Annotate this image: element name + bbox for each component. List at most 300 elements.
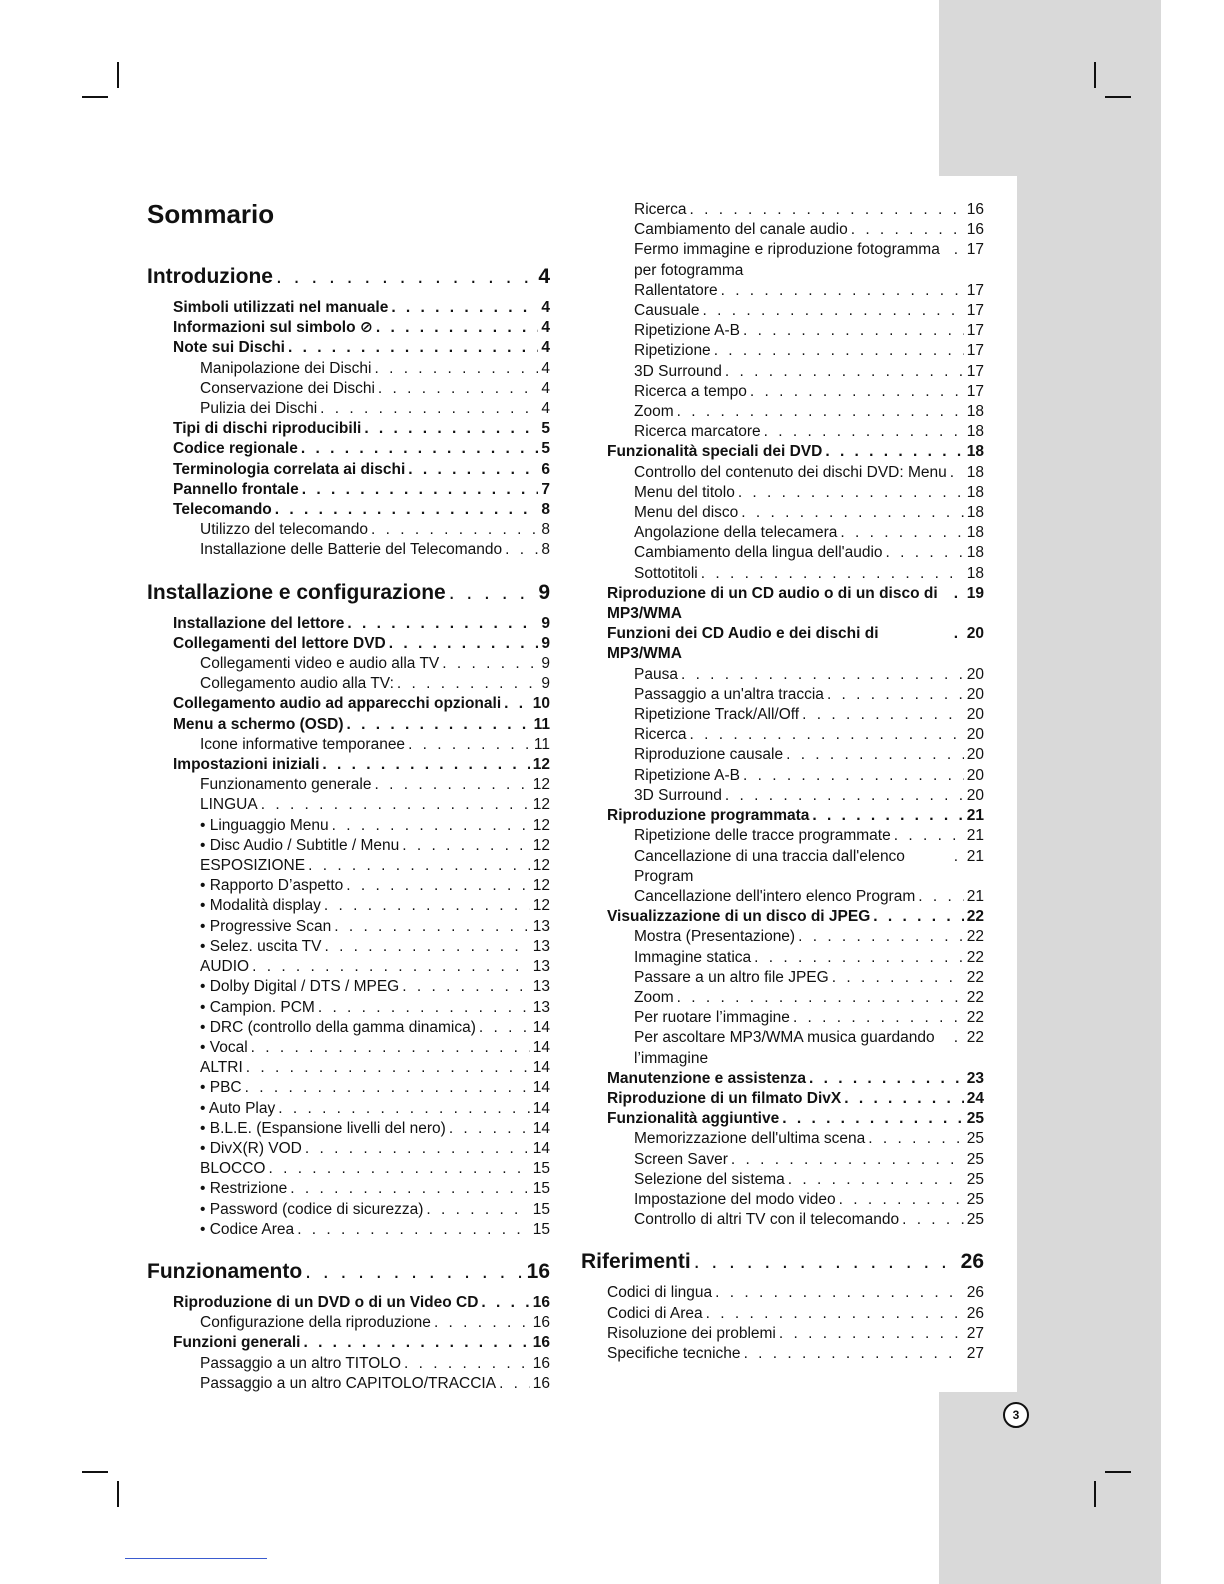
toc-entry[interactable] — [581, 887, 984, 907]
toc-entry-page: 4 — [541, 319, 550, 337]
toc-section[interactable] — [147, 1257, 550, 1287]
dot-leader — [851, 220, 964, 240]
toc-entry-title: Terminologia correlata ai dischi — [173, 460, 406, 478]
toc-entry[interactable] — [147, 896, 550, 916]
toc-entry-page: 14 — [532, 1059, 550, 1077]
toc-entry-page: 20 — [966, 766, 984, 784]
toc-entry-title: • Auto Play — [200, 1099, 276, 1117]
toc-entry[interactable] — [581, 1190, 984, 1210]
toc-entry-page: 20 — [966, 726, 984, 744]
toc-entry[interactable] — [581, 543, 984, 563]
toc-entry-page: 19 — [966, 584, 984, 602]
toc-entry[interactable] — [147, 500, 550, 520]
toc-entry-title: • Dolby Digital / DTS / MPEG — [200, 978, 400, 996]
toc-entry[interactable] — [581, 1283, 984, 1303]
toc-entry-page: 13 — [532, 917, 550, 935]
crop-mark — [82, 1471, 108, 1473]
toc-entry-page: 17 — [966, 281, 984, 299]
toc-entry[interactable] — [581, 1150, 984, 1170]
toc-entry-page: 15 — [532, 1200, 550, 1218]
toc-entry-title: Cambiamento della lingua dell'audio — [634, 544, 883, 562]
dot-leader — [378, 379, 538, 399]
toc-entry-page: 25 — [966, 1211, 984, 1229]
toc-entry[interactable] — [581, 1069, 984, 1089]
toc-entry-title: ESPOSIZIONE — [200, 857, 306, 875]
toc-entry[interactable] — [581, 220, 984, 240]
toc-entry-title: Rallentatore — [634, 281, 718, 299]
dot-leader — [442, 654, 538, 674]
toc-entry-page: 15 — [532, 1180, 550, 1198]
dot-leader — [481, 1293, 529, 1313]
toc-entry-page: 25 — [966, 1130, 984, 1148]
toc-entry[interactable] — [581, 301, 984, 321]
toc-entry[interactable] — [581, 988, 984, 1008]
toc-entry-title: Manipolazione dei Dischi — [200, 359, 372, 377]
toc-entry[interactable] — [581, 240, 984, 280]
toc-entry-page: 10 — [532, 695, 550, 713]
toc-entry-page: 14 — [532, 1018, 550, 1036]
toc-entry-page: 17 — [966, 241, 984, 259]
toc-entry-title: Controllo del contenuto dei dischi DVD: Menu — [634, 463, 947, 481]
dot-leader — [832, 968, 964, 988]
toc-entry[interactable] — [581, 1170, 984, 1190]
toc-entry[interactable] — [147, 735, 550, 755]
toc-entry-page: 27 — [966, 1324, 984, 1342]
toc-section[interactable] — [147, 262, 550, 292]
toc-entry-title: Installazione delle Batterie del Telecomando — [200, 541, 503, 559]
dot-leader — [677, 402, 964, 422]
toc-entry-title: • Selez. uscita TV — [200, 937, 322, 955]
dot-leader — [449, 578, 536, 608]
gray-band-top — [939, 0, 1161, 176]
toc-entry-title: Menu a schermo (OSD) — [173, 715, 344, 733]
toc-entry-page: 8 — [541, 521, 550, 539]
toc-entry[interactable] — [147, 674, 550, 694]
toc-entry-page: 11 — [533, 715, 550, 733]
toc-entry[interactable] — [581, 745, 984, 765]
toc-entry-title: Manutenzione e assistenza — [607, 1069, 806, 1087]
toc-entry[interactable] — [147, 480, 550, 500]
toc-entry-title: Riproduzione programmata — [607, 807, 810, 825]
toc-entry[interactable] — [147, 439, 550, 459]
toc-entry[interactable] — [147, 460, 550, 480]
toc-entry[interactable] — [581, 463, 984, 483]
toc-entry-page: 18 — [966, 504, 984, 522]
toc-entry-title: Riproduzione di un CD audio o di un disco di MP3/WMA — [607, 584, 938, 623]
toc-entry-title: Ripetizione Track/All/Off — [634, 706, 800, 724]
toc-entry[interactable] — [147, 1159, 550, 1179]
dot-leader — [434, 1313, 530, 1333]
crop-mark — [82, 96, 108, 98]
toc-entry[interactable] — [581, 847, 984, 887]
toc-entry-title: Cancellazione dell'intero elenco Program — [634, 887, 916, 905]
toc-entry[interactable] — [147, 1313, 550, 1333]
toc-entry-title: • DRC (controllo della gamma dinamica) — [200, 1018, 476, 1036]
toc-entry-title: Screen Saver — [634, 1150, 728, 1168]
toc-entry-title: Funzionamento — [147, 1259, 303, 1283]
toc-entry-title: Collegamento audio ad apparecchi opzionali — [173, 695, 502, 713]
toc-entry[interactable] — [147, 917, 550, 937]
toc-entry-title: Icone informative temporanee — [200, 735, 406, 753]
dot-leader — [322, 755, 529, 775]
dot-leader — [779, 1324, 964, 1344]
toc-entry-title: Codici di Area — [607, 1304, 703, 1322]
dot-leader — [744, 1344, 964, 1364]
toc-entry[interactable] — [147, 520, 550, 540]
toc-entry[interactable] — [581, 483, 984, 503]
dot-leader — [798, 927, 964, 947]
toc-entry-page: 21 — [966, 887, 984, 905]
toc-entry-title: Risoluzione dei problemi — [607, 1324, 776, 1342]
toc-entry-title: Telecomando — [173, 501, 272, 519]
dot-leader — [839, 1190, 964, 1210]
toc-entry-title: Causuale — [634, 302, 700, 320]
toc-entry[interactable] — [581, 1028, 984, 1068]
dot-leader — [954, 847, 964, 867]
dot-leader — [324, 937, 529, 957]
toc-entry-title: • Linguaggio Menu — [200, 816, 329, 834]
toc-entry-page: 17 — [966, 362, 984, 380]
toc-entry[interactable] — [147, 1119, 550, 1139]
toc-entry-page: 16 — [532, 1354, 550, 1372]
toc-section[interactable] — [147, 578, 550, 608]
toc-entry[interactable] — [581, 786, 984, 806]
toc-entry-title: Selezione del sistema — [634, 1170, 785, 1188]
toc-entry[interactable] — [147, 856, 550, 876]
toc-entry-title: Fermo immagine e riproduzione fotogramma per fotogramma — [634, 241, 940, 279]
toc-entry[interactable] — [581, 1304, 984, 1324]
crop-mark — [1094, 62, 1096, 88]
toc-entry[interactable] — [581, 685, 984, 705]
toc-entry[interactable] — [147, 1220, 550, 1240]
toc-entry[interactable] — [581, 1008, 984, 1028]
toc-entry-title: Riproduzione causale — [634, 746, 784, 764]
dot-leader — [301, 439, 538, 459]
dot-leader — [408, 460, 538, 480]
dot-leader — [376, 318, 539, 338]
toc-entry[interactable] — [147, 1139, 550, 1159]
toc-entry-page: 9 — [541, 634, 550, 652]
toc-entry[interactable] — [147, 876, 550, 896]
toc-entry[interactable] — [581, 968, 984, 988]
toc-entry[interactable] — [147, 775, 550, 795]
dot-leader — [275, 500, 539, 520]
toc-entry[interactable] — [581, 200, 984, 220]
gray-band-side — [1017, 176, 1161, 1392]
toc-entry-title: Zoom — [634, 403, 674, 421]
toc-entry[interactable] — [147, 816, 550, 836]
dot-leader — [703, 301, 964, 321]
toc-entry-title: Per ruotare l’immagine — [634, 1009, 790, 1027]
toc-entry[interactable] — [147, 1078, 550, 1098]
dot-leader — [750, 382, 964, 402]
toc-entry-title: Memorizzazione dell'ultima scena — [634, 1130, 866, 1148]
dot-leader — [741, 503, 963, 523]
toc-right-column — [581, 200, 984, 1364]
toc-entry-page: 25 — [966, 1110, 984, 1128]
toc-entry[interactable] — [147, 634, 550, 654]
toc-entry-page: 20 — [966, 746, 984, 764]
toc-entry-title: Passaggio a un altro TITOLO — [200, 1354, 402, 1372]
toc-entry[interactable] — [581, 564, 984, 584]
toc-entry-page: 13 — [532, 978, 550, 996]
toc-entry[interactable] — [147, 1333, 550, 1353]
toc-entry[interactable] — [147, 755, 550, 775]
toc-entry-page: 12 — [532, 756, 550, 774]
toc-entry[interactable] — [147, 1354, 550, 1374]
toc-entry-page: 22 — [966, 948, 984, 966]
toc-entry-page: 11 — [533, 735, 550, 753]
toc-entry-title: Installazione del lettore — [173, 614, 345, 632]
dot-leader — [505, 540, 538, 560]
toc-entry-page: 17 — [966, 382, 984, 400]
toc-entry[interactable] — [147, 957, 550, 977]
toc-entry[interactable] — [147, 1018, 550, 1038]
toc-entry[interactable] — [581, 1210, 984, 1230]
dot-leader — [868, 1129, 963, 1149]
dot-leader — [371, 520, 538, 540]
toc-entry-title: Cambiamento del canale audio — [634, 221, 848, 239]
toc-entry[interactable] — [147, 1038, 550, 1058]
toc-entry[interactable] — [147, 937, 550, 957]
toc-entry[interactable] — [581, 624, 984, 664]
toc-entry[interactable] — [147, 1293, 550, 1313]
crop-mark — [1094, 1481, 1096, 1507]
toc-entry-page: 13 — [532, 998, 550, 1016]
dot-leader — [320, 399, 538, 419]
toc-entry-page: 20 — [966, 665, 984, 683]
dot-leader — [252, 957, 530, 977]
dot-leader — [245, 1078, 530, 1098]
toc-entry[interactable] — [581, 1324, 984, 1344]
toc-entry-page: 16 — [532, 1314, 550, 1332]
toc-entry[interactable] — [581, 1129, 984, 1149]
toc-entry[interactable] — [581, 665, 984, 685]
dot-leader — [731, 1150, 964, 1170]
toc-entry-page: 21 — [966, 827, 984, 845]
toc-entry[interactable] — [147, 359, 550, 379]
section-spacer — [147, 1240, 550, 1257]
toc-entry[interactable] — [581, 503, 984, 523]
toc-entry[interactable] — [581, 725, 984, 745]
toc-entry-title: • B.L.E. (Espansione livelli del nero) — [200, 1119, 446, 1137]
toc-entry-title: BLOCCO — [200, 1160, 266, 1178]
toc-entry-page: 18 — [966, 483, 984, 501]
toc-entry-page: 17 — [966, 342, 984, 360]
dot-leader — [308, 856, 530, 876]
dot-leader — [844, 1089, 964, 1109]
toc-entry-title: Mostra (Presentazione) — [634, 928, 796, 946]
gray-band-bottom — [939, 1392, 1161, 1584]
toc-entry[interactable] — [147, 399, 550, 419]
toc-entry-title: Tipi di dischi riproducibili — [173, 420, 362, 438]
dot-leader — [677, 988, 964, 1008]
toc-entry-page: 8 — [541, 501, 550, 519]
dot-leader — [332, 816, 530, 836]
toc-entry[interactable] — [147, 379, 550, 399]
toc-entry-page: 20 — [966, 786, 984, 804]
section-spacer — [147, 561, 550, 578]
toc-entry[interactable] — [581, 584, 984, 624]
toc-entry-page: 4 — [538, 265, 550, 288]
toc-entry-title: Impostazioni iniziali — [173, 756, 320, 774]
toc-entry-title: Ricerca marcatore — [634, 423, 761, 441]
toc-entry[interactable] — [147, 1200, 550, 1220]
toc-entry[interactable] — [147, 540, 550, 560]
toc-entry[interactable] — [581, 927, 984, 947]
toc-entry-page: 8 — [541, 541, 550, 559]
toc-entry-title: Pausa — [634, 665, 678, 683]
toc-entry[interactable] — [581, 1109, 984, 1129]
dot-leader — [391, 298, 538, 318]
toc-entry-page: 14 — [532, 1139, 550, 1157]
dot-leader — [504, 694, 530, 714]
toc-entry[interactable] — [581, 321, 984, 341]
toc-entry-title: Riferimenti — [581, 1250, 691, 1274]
dot-leader — [346, 876, 529, 896]
toc-entry[interactable] — [581, 422, 984, 442]
toc-entry[interactable] — [581, 523, 984, 543]
toc-entry-page: 15 — [532, 1160, 550, 1178]
toc-entry-title: Ricerca — [634, 726, 687, 744]
toc-entry-title: Controllo di altri TV con il telecomando — [634, 1211, 900, 1229]
toc-entry-page: 12 — [532, 897, 550, 915]
toc-entry-page: 18 — [966, 403, 984, 421]
dot-leader — [701, 564, 964, 584]
toc-entry[interactable] — [581, 1089, 984, 1109]
toc-entry[interactable] — [581, 442, 984, 462]
toc-entry-page: 9 — [538, 580, 550, 604]
toc-entry-page: 18 — [966, 443, 984, 461]
dot-leader — [782, 1109, 964, 1129]
toc-entry[interactable] — [147, 1099, 550, 1119]
toc-entry[interactable] — [147, 318, 550, 338]
dot-leader — [793, 1008, 964, 1028]
toc-entry-page: 9 — [541, 675, 550, 693]
dot-leader — [324, 896, 530, 916]
toc-section[interactable] — [581, 1247, 984, 1277]
dot-leader — [297, 1220, 530, 1240]
toc-entry[interactable] — [147, 836, 550, 856]
toc-entry-page: 16 — [532, 1293, 550, 1311]
toc-entry-title: Ripetizione — [634, 342, 711, 360]
toc-entry-title: ALTRI — [200, 1059, 243, 1077]
toc-entry-title: Ripetizione delle tracce programmate — [634, 827, 891, 845]
dot-leader — [950, 463, 964, 483]
toc-entry-page: 21 — [966, 807, 984, 825]
toc-entry[interactable] — [147, 298, 550, 318]
toc-entry[interactable] — [147, 419, 550, 439]
toc-entry[interactable] — [147, 977, 550, 997]
toc-entry-title: • Rapporto D’aspetto — [200, 877, 344, 895]
toc-entry[interactable] — [147, 614, 550, 634]
toc-entry-title: Introduzione — [147, 265, 273, 288]
toc-entry[interactable] — [581, 402, 984, 422]
toc-entry-page: 15 — [532, 1220, 550, 1238]
toc-entry[interactable] — [147, 715, 550, 735]
crop-mark — [1105, 96, 1131, 98]
crop-mark — [117, 62, 119, 88]
dot-leader — [251, 1038, 530, 1058]
toc-entry[interactable] — [147, 795, 550, 815]
dot-leader — [302, 480, 539, 500]
toc-entry-page: 27 — [966, 1344, 984, 1362]
toc-entry[interactable] — [581, 806, 984, 826]
toc-entry-page: 20 — [966, 625, 984, 643]
dot-leader — [918, 887, 963, 907]
toc-entry-title: • Password (codice di sicurezza) — [200, 1200, 424, 1218]
toc-entry-title: Funzionalità aggiuntive — [607, 1110, 780, 1128]
toc-entry-title: Specifiche tecniche — [607, 1344, 741, 1362]
dot-leader — [364, 419, 538, 439]
toc-entry[interactable] — [581, 826, 984, 846]
toc-entry[interactable] — [581, 281, 984, 301]
toc-entry[interactable] — [581, 362, 984, 382]
toc-entry-page: 13 — [532, 937, 550, 955]
toc-entry-page: 23 — [966, 1069, 984, 1087]
toc-entry[interactable] — [581, 705, 984, 725]
toc-entry[interactable] — [147, 998, 550, 1018]
dot-leader — [408, 735, 531, 755]
toc-entry[interactable] — [147, 1179, 550, 1199]
toc-entry-title: Funzioni dei CD Audio e dei dischi di MP3/WMA — [607, 625, 879, 663]
toc-entry-page: 22 — [966, 908, 984, 926]
toc-entry[interactable] — [581, 1344, 984, 1364]
toc-entry-title: Zoom — [634, 988, 674, 1006]
toc-entry[interactable] — [147, 1374, 550, 1394]
toc-entry[interactable] — [147, 654, 550, 674]
dot-leader — [290, 1179, 529, 1199]
toc-entry-title: Per ascoltare MP3/WMA musica guardando l’immagine — [634, 1029, 935, 1067]
toc-entry-title: Collegamenti video e audio alla TV — [200, 655, 440, 673]
dot-leader — [954, 584, 964, 604]
toc-entry[interactable] — [581, 766, 984, 786]
toc-entry[interactable] — [581, 948, 984, 968]
toc-entry-title: Menu del disco — [634, 504, 739, 522]
toc-entry-title: Ripetizione A-B — [634, 766, 740, 784]
toc-entry-title: Passaggio a un altro CAPITOLO/TRACCIA — [200, 1374, 497, 1392]
toc-entry-page: 17 — [966, 322, 984, 340]
toc-entry-page: 20 — [966, 685, 984, 703]
dot-leader — [743, 321, 964, 341]
dot-leader — [812, 806, 963, 826]
dot-leader — [374, 775, 529, 795]
toc-entry-title: LINGUA — [200, 796, 258, 814]
toc-entry-page: 5 — [541, 420, 550, 438]
dot-leader — [347, 614, 538, 634]
toc-entry-page: 12 — [532, 877, 550, 895]
dot-leader — [840, 523, 963, 543]
toc-entry-page: 21 — [966, 847, 984, 865]
dot-leader — [954, 624, 964, 644]
toc-entry-title: Immagine statica — [634, 948, 752, 966]
section-spacer — [581, 1230, 984, 1247]
toc-entry-page: 16 — [532, 1334, 550, 1352]
toc-entry-title: Angolazione della telecamera — [634, 524, 838, 542]
toc-entry[interactable] — [147, 338, 550, 358]
toc-entry-title: AUDIO — [200, 958, 250, 976]
toc-entry[interactable] — [581, 382, 984, 402]
dot-leader — [706, 1304, 964, 1324]
toc-entry[interactable] — [581, 341, 984, 361]
toc-entry[interactable] — [581, 907, 984, 927]
toc-entry[interactable] — [147, 1058, 550, 1078]
toc-entry-page: 18 — [966, 524, 984, 542]
toc-entry-page: 26 — [966, 1304, 984, 1322]
page-title: Sommario — [147, 199, 275, 229]
dot-leader — [743, 766, 964, 786]
toc-entry[interactable] — [147, 694, 550, 714]
